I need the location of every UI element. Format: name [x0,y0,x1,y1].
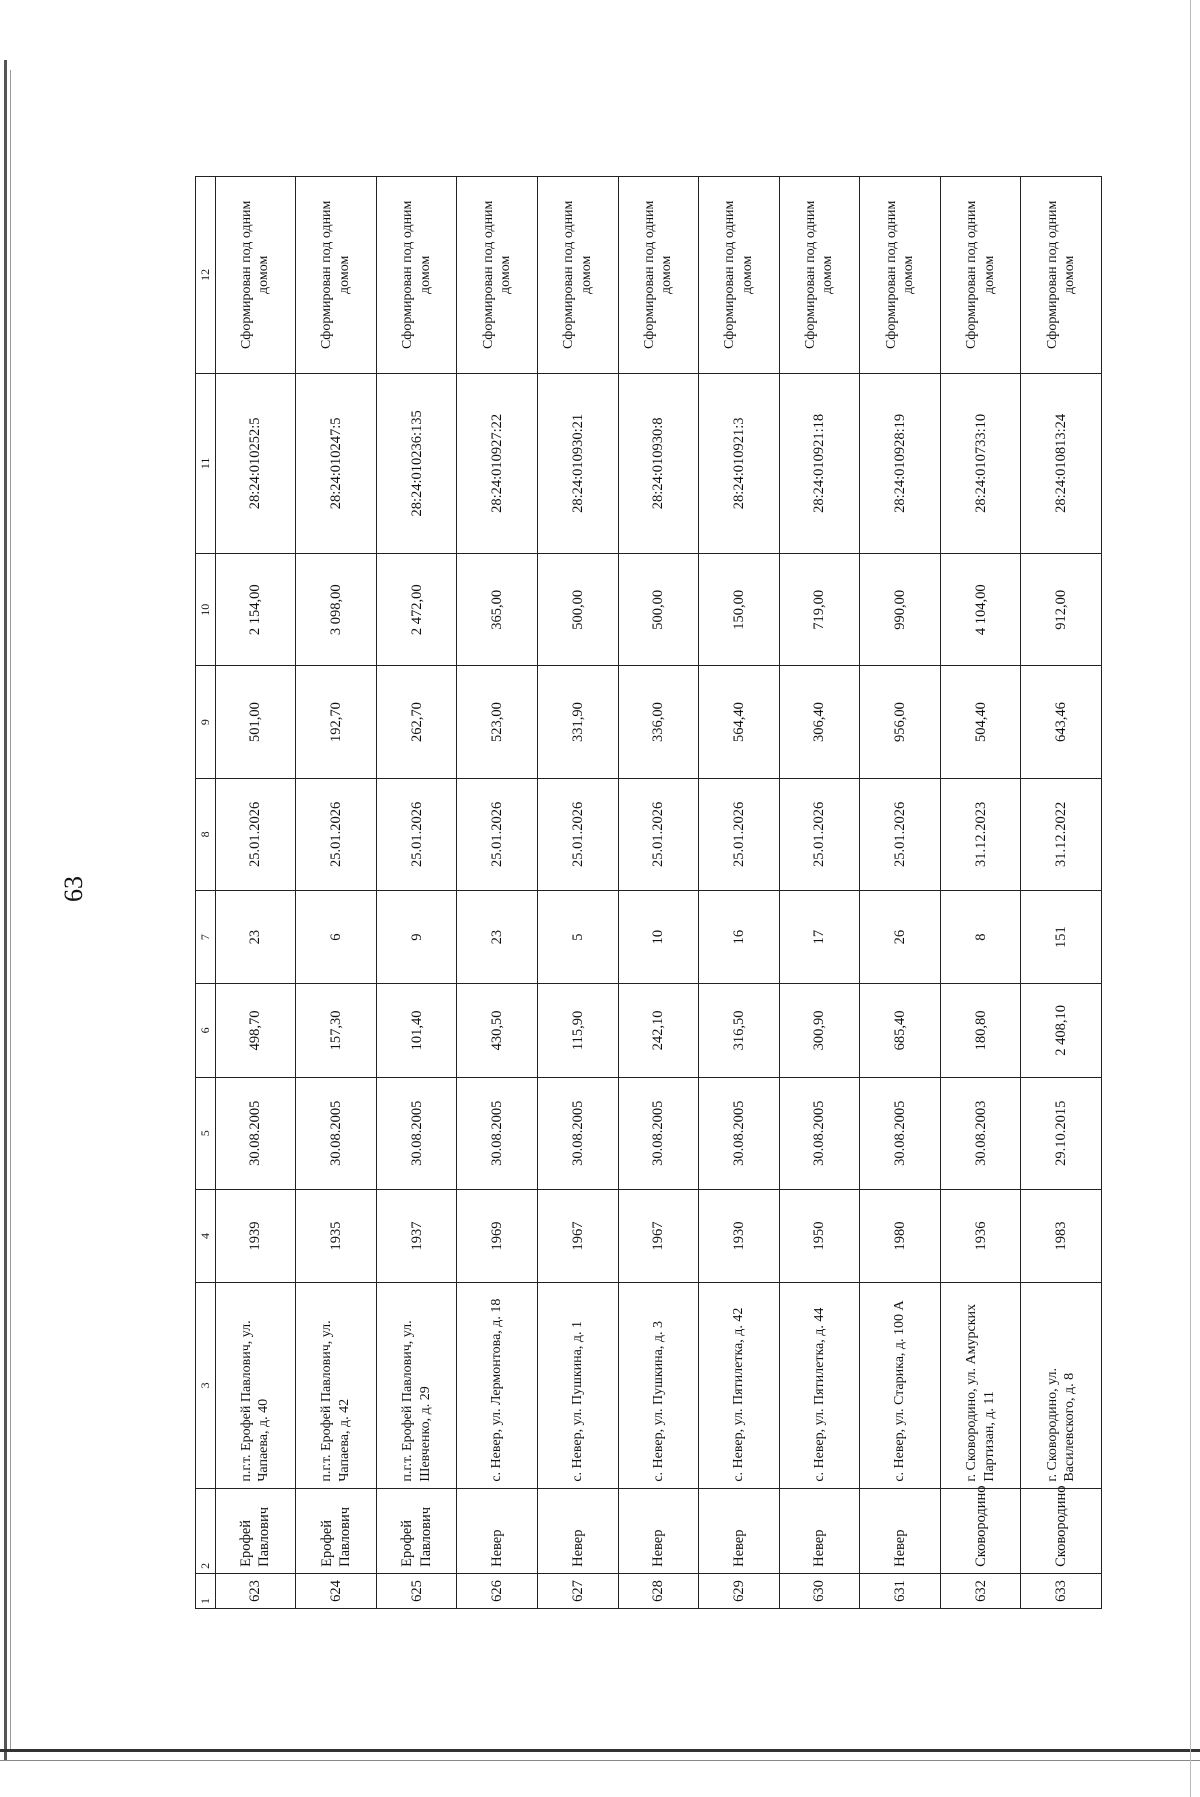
column-number: 10 [196,554,216,666]
cell-area-total: 501,00 [215,666,296,778]
cell-deadline: 25.01.2026 [618,778,699,890]
cell-date: 30.08.2005 [296,1077,377,1189]
cell-area: 430,50 [457,984,538,1077]
cell-row-number: 631 [860,1573,941,1608]
cell-area-total: 331,90 [537,666,618,778]
cell-cadastral-number: 28:24:010733:10 [940,373,1021,554]
cell-year: 1937 [376,1189,457,1282]
cell-residents: 8 [940,891,1021,984]
cell-deadline: 31.12.2023 [940,778,1021,890]
cell-year: 1935 [296,1189,377,1282]
table-row [537,177,618,1609]
table-row [860,177,941,1609]
cell-area-total: 504,40 [940,666,1021,778]
cell-status: Сформирован под одним домом [537,177,618,374]
cell-locality: Ерофей Павлович [215,1488,296,1573]
cell-land-area: 990,00 [860,554,941,666]
cell-row-number: 628 [618,1573,699,1608]
cell-residents: 6 [296,891,377,984]
cell-year: 1930 [699,1189,780,1282]
cell-address: с. Невер, ул. Пушкина, д. 1 [537,1283,618,1489]
cell-year: 1950 [779,1189,860,1282]
rotated-table-container [195,176,1102,1609]
cell-deadline: 31.12.2022 [1021,778,1102,890]
table-row [376,177,457,1609]
cell-area: 498,70 [215,984,296,1077]
cell-area: 101,40 [376,984,457,1077]
cell-date: 30.08.2005 [376,1077,457,1189]
cell-address: с. Невер, ул. Пушкина, д. 3 [618,1283,699,1489]
cell-deadline: 25.01.2026 [376,778,457,890]
table-row [940,177,1021,1609]
cell-area-total: 523,00 [457,666,538,778]
cell-land-area: 365,00 [457,554,538,666]
table-row [215,177,296,1609]
cell-area: 115,90 [537,984,618,1077]
cell-deadline: 25.01.2026 [457,778,538,890]
cell-cadastral-number: 28:24:010247:5 [296,373,377,554]
cell-residents: 23 [215,891,296,984]
cell-date: 30.08.2005 [215,1077,296,1189]
cell-row-number: 629 [699,1573,780,1608]
cell-area: 180,80 [940,984,1021,1077]
cell-status: Сформирован под одним домом [376,177,457,374]
cell-area-total: 262,70 [376,666,457,778]
cell-land-area: 719,00 [779,554,860,666]
cell-address: с. Невер, ул. Лермонтова, д. 18 [457,1283,538,1489]
cell-area: 316,50 [699,984,780,1077]
cell-row-number: 633 [1021,1573,1102,1608]
cell-residents: 17 [779,891,860,984]
cell-deadline: 25.01.2026 [779,778,860,890]
cell-cadastral-number: 28:24:010927:22 [457,373,538,554]
cell-residents: 151 [1021,891,1102,984]
table-row [699,177,780,1609]
column-number: 6 [196,984,216,1077]
cell-locality: Невер [618,1488,699,1573]
cell-area-total: 956,00 [860,666,941,778]
cell-land-area: 3 098,00 [296,554,377,666]
cell-address: п.г.т. Ерофей Павлович, ул. Чапаева, д. 40 [215,1283,296,1489]
scan-edge-right [1190,0,1191,1797]
cell-deadline: 25.01.2026 [296,778,377,890]
cell-status: Сформирован под одним домом [699,177,780,374]
cell-status: Сформирован под одним домом [860,177,941,374]
cell-locality: Невер [699,1488,780,1573]
housing-register-table [195,176,1102,1609]
page-number: 63 [59,876,88,902]
cell-row-number: 624 [296,1573,377,1608]
scan-edge-bottom-inner [0,1760,1200,1761]
cell-area-total: 192,70 [296,666,377,778]
cell-locality: Невер [779,1488,860,1573]
cell-cadastral-number: 28:24:010921:18 [779,373,860,554]
cell-row-number: 626 [457,1573,538,1608]
cell-locality: Ерофей Павлович [296,1488,377,1573]
column-number: 2 [196,1488,216,1573]
cell-row-number: 625 [376,1573,457,1608]
cell-year: 1939 [215,1189,296,1282]
cell-status: Сформирован под одним домом [618,177,699,374]
cell-date: 30.08.2005 [537,1077,618,1189]
cell-area: 157,30 [296,984,377,1077]
column-number: 4 [196,1189,216,1282]
cell-land-area: 150,00 [699,554,780,666]
cell-year: 1969 [457,1189,538,1282]
cell-status: Сформирован под одним домом [940,177,1021,374]
scan-edge-bottom [0,1749,1200,1752]
column-number: 9 [196,666,216,778]
cell-date: 30.08.2003 [940,1077,1021,1189]
cell-area: 685,40 [860,984,941,1077]
cell-row-number: 627 [537,1573,618,1608]
cell-cadastral-number: 28:24:010928:19 [860,373,941,554]
cell-deadline: 25.01.2026 [215,778,296,890]
cell-row-number: 630 [779,1573,860,1608]
cell-row-number: 623 [215,1573,296,1608]
cell-address: п.г.т. Ерофей Павлович, ул. Шевченко, д. 29 [376,1283,457,1489]
cell-deadline: 25.01.2026 [699,778,780,890]
cell-address: с. Невер, ул. Пятилетка, д. 42 [699,1283,780,1489]
cell-date: 30.08.2005 [618,1077,699,1189]
cell-address: п.г.т. Ерофей Павлович, ул. Чапаева, д. 42 [296,1283,377,1489]
scan-edge-left [4,60,7,1760]
column-number: 3 [196,1283,216,1489]
table-row [296,177,377,1609]
cell-locality: Невер [457,1488,538,1573]
cell-status: Сформирован под одним домом [457,177,538,374]
cell-year: 1967 [618,1189,699,1282]
cell-residents: 10 [618,891,699,984]
cell-address: с. Невер, ул. Старика, д. 100 А [860,1283,941,1489]
scan-edge-left-inner [10,70,11,1750]
cell-status: Сформирован под одним домом [215,177,296,374]
cell-date: 30.08.2005 [457,1077,538,1189]
cell-date: 30.08.2005 [699,1077,780,1189]
cell-row-number: 632 [940,1573,1021,1608]
cell-address: с. Невер, ул. Пятилетка, д. 44 [779,1283,860,1489]
table-row [779,177,860,1609]
table-row [457,177,538,1609]
column-number-row [196,177,216,1609]
column-number: 8 [196,778,216,890]
table-row [1021,177,1102,1609]
cell-area-total: 306,40 [779,666,860,778]
cell-year: 1983 [1021,1189,1102,1282]
column-number: 12 [196,177,216,374]
cell-year: 1967 [537,1189,618,1282]
cell-land-area: 912,00 [1021,554,1102,666]
cell-land-area: 2 154,00 [215,554,296,666]
cell-land-area: 500,00 [537,554,618,666]
column-number: 7 [196,891,216,984]
cell-cadastral-number: 28:24:010921:3 [699,373,780,554]
column-number: 5 [196,1077,216,1189]
column-number: 1 [196,1573,216,1608]
cell-area: 242,10 [618,984,699,1077]
cell-land-area: 500,00 [618,554,699,666]
cell-deadline: 25.01.2026 [537,778,618,890]
cell-cadastral-number: 28:24:010930:8 [618,373,699,554]
cell-date: 30.08.2005 [779,1077,860,1189]
cell-year: 1936 [940,1189,1021,1282]
cell-cadastral-number: 28:24:010236:135 [376,373,457,554]
cell-residents: 9 [376,891,457,984]
cell-area-total: 564,40 [699,666,780,778]
cell-area: 300,90 [779,984,860,1077]
cell-date: 30.08.2005 [860,1077,941,1189]
table-row [618,177,699,1609]
cell-year: 1980 [860,1189,941,1282]
cell-area-total: 643,46 [1021,666,1102,778]
cell-cadastral-number: 28:24:010252:5 [215,373,296,554]
cell-residents: 16 [699,891,780,984]
cell-deadline: 25.01.2026 [860,778,941,890]
cell-residents: 23 [457,891,538,984]
column-number: 11 [196,373,216,554]
cell-locality: Сковородино [940,1488,1021,1573]
cell-address: г. Сковородино, ул. Василевского, д. 8 [1021,1283,1102,1489]
cell-status: Сформирован под одним домом [296,177,377,374]
cell-cadastral-number: 28:24:010813:24 [1021,373,1102,554]
cell-status: Сформирован под одним домом [779,177,860,374]
cell-area-total: 336,00 [618,666,699,778]
cell-cadastral-number: 28:24:010930:21 [537,373,618,554]
cell-locality: Ерофей Павлович [376,1488,457,1573]
cell-date: 29.10.2015 [1021,1077,1102,1189]
cell-land-area: 2 472,00 [376,554,457,666]
cell-locality: Невер [537,1488,618,1573]
cell-locality: Невер [860,1488,941,1573]
cell-residents: 5 [537,891,618,984]
cell-residents: 26 [860,891,941,984]
cell-status: Сформирован под одним домом [1021,177,1102,374]
cell-land-area: 4 104,00 [940,554,1021,666]
cell-address: г. Сковородино, ул. Амурских Партизан, д. 11 [940,1283,1021,1489]
cell-locality: Сковородино [1021,1488,1102,1573]
cell-area: 2 408,10 [1021,984,1102,1077]
